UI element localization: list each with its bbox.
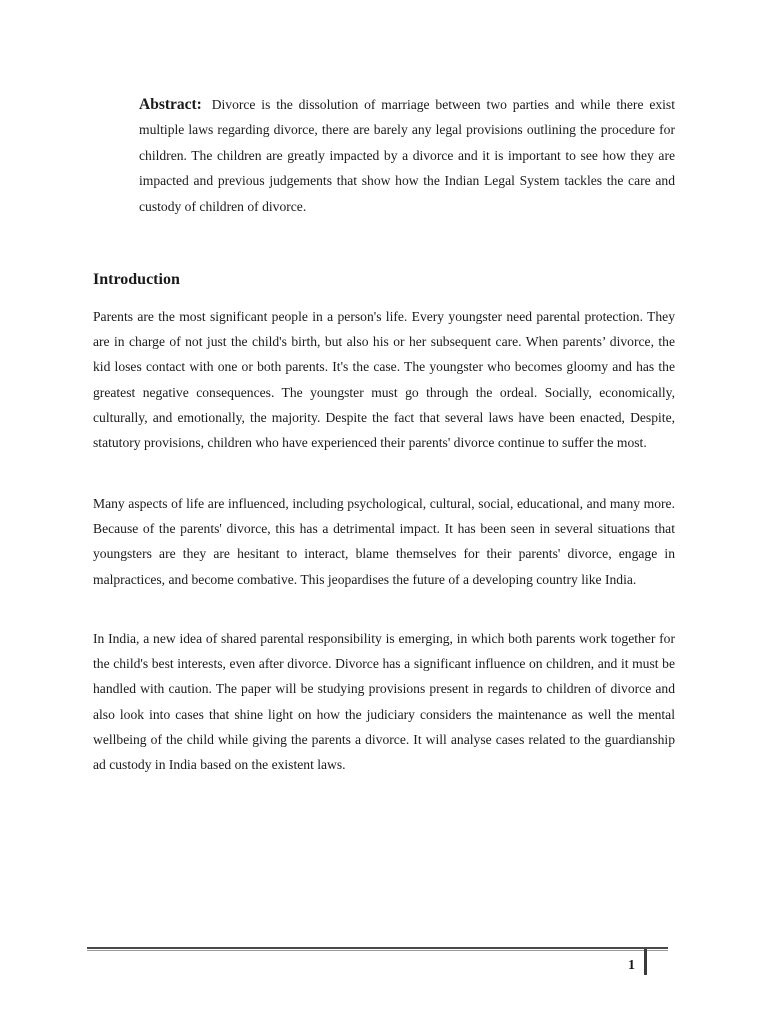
page-number-bar [644,949,647,975]
introduction-heading: Introduction [93,271,180,288]
abstract-label: Abstract: [139,96,202,113]
introduction-paragraph-3: In India, a new idea of shared parental responsibility is emerging, in which both parents work together for the child's best interests, even after divorce. Divorce has a significant influence on children, and it must be handled with caution. The paper will be studying provisions present in regards to children of divorce and also look into cases that shine light on how the judiciary considers the maintenance as well the mental wellbeing of the child while giving the parents a divorce. It will analyse cases related to the guardianship ad custody in India based on the existent laws. [93,631,675,773]
footer-divider-thin [87,950,668,951]
footer-divider [87,947,668,949]
abstract-paragraph [139,92,675,219]
introduction-paragraph-1: Parents are the most significant people in a person's life. Every youngster need parental protection. They are in charge of not just the child's birth, but also his or her subsequent care. When parents’ divorce, the kid loses contact with one or both parents. It's the case. The youngster who becomes gloomy and has the greatest negative consequences. The youngster must go through the ordeal. Socially, economically, culturally, and emotionally, the majority. Despite the fact that several laws have been enacted, Despite, statutory provisions, children who have experienced their parents' divorce continue to suffer the most. [93,309,675,451]
abstract-text: Divorce is the dissolution of marriage between two parties and while there exist multiple laws regarding divorce, there are barely any legal provisions outlining the procedure for children. The children are greatly impacted by a divorce and it is important to see how they are impacted and previous judgements that show how the Indian Legal System tackles the care and custody of children of divorce. [139,97,675,214]
introduction-paragraph-2: Many aspects of life are influenced, including psychological, cultural, social, educational, and many more. Because of the parents' divorce, this has a detrimental impact. It has been seen in several situations that youngsters are they are hesitant to interact, blame themselves for their parents' divorce, engage in malpractices, and become combative. This jeopardises the future of a developing country like India. [93,496,675,587]
page-number: 1 [628,958,635,973]
